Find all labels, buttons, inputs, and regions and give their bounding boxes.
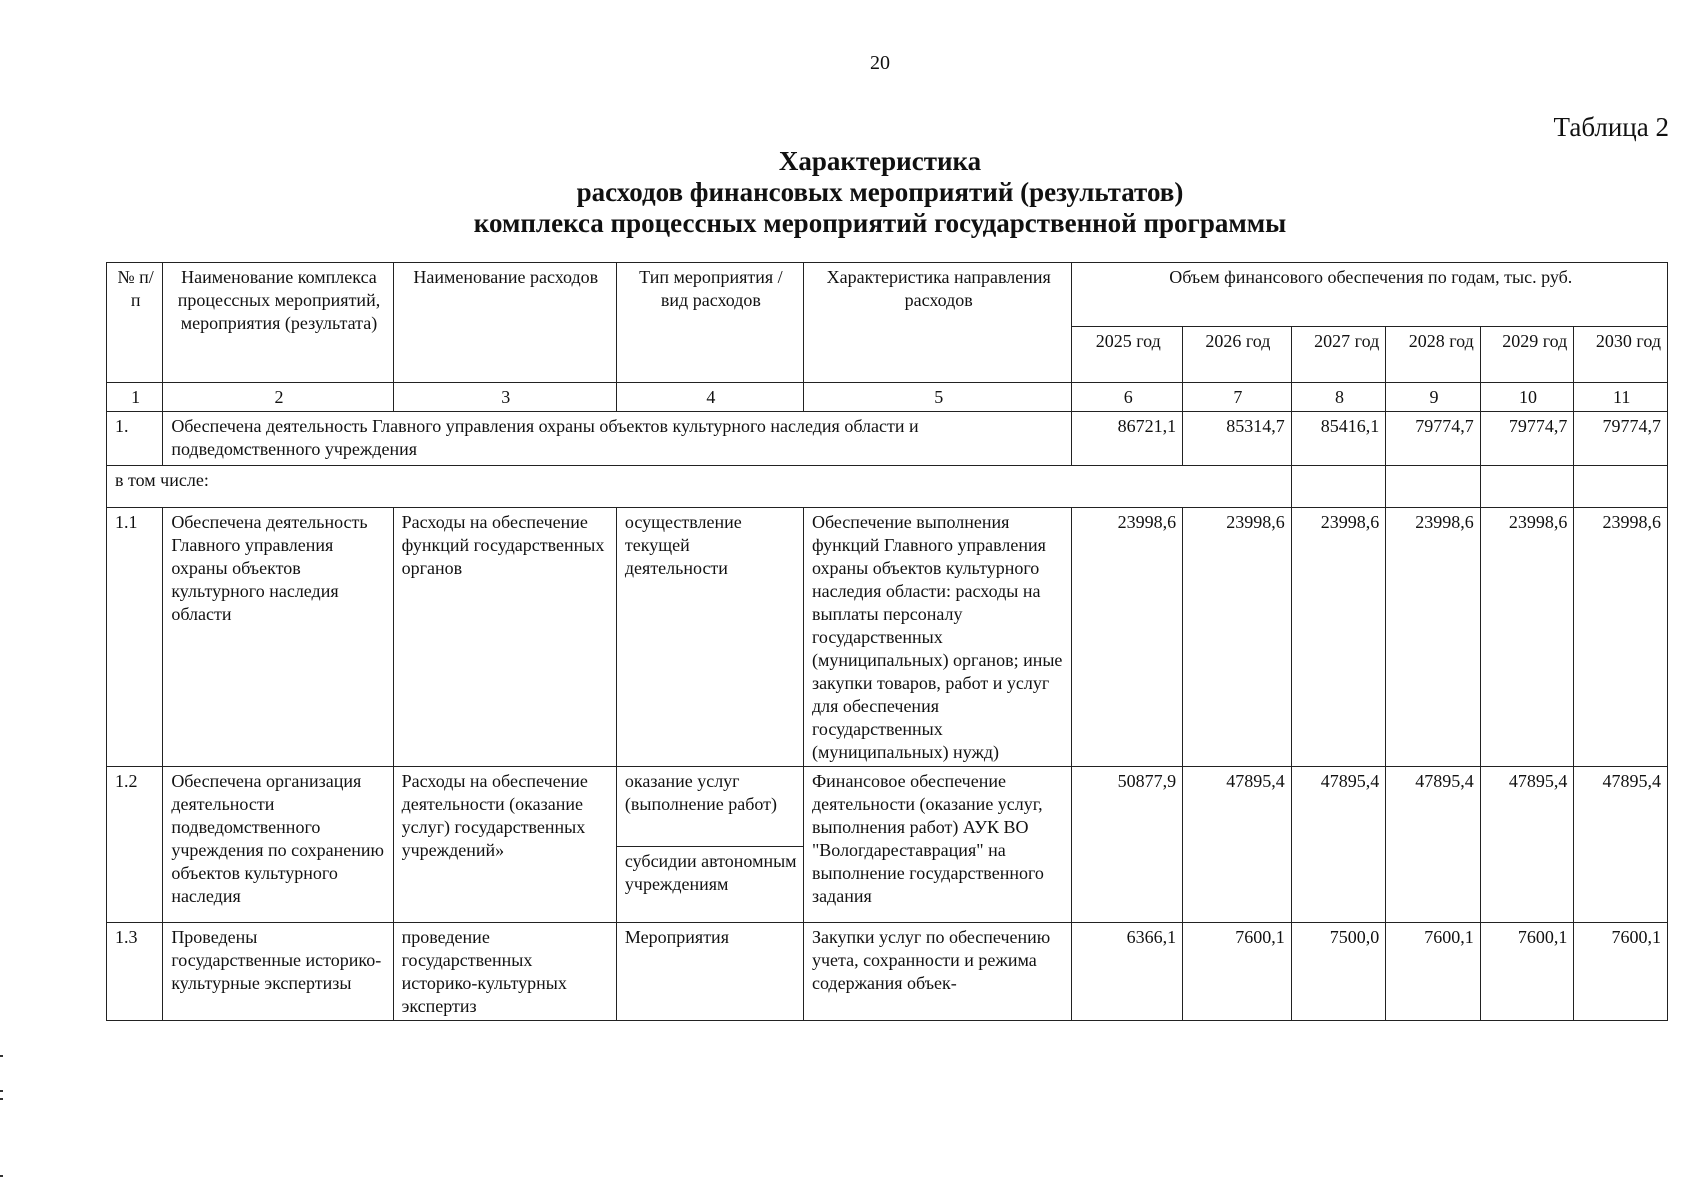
row-number: 1.3 — [107, 923, 163, 1021]
header-expense-name: Наименование расходов — [393, 263, 616, 383]
document-title — [0, 146, 1697, 239]
header-row — [107, 263, 1668, 327]
table-row — [107, 767, 1668, 847]
row-name: Обеспечена организация деятельности подведомственного учреждения по сохранению объектов культурного наследия — [163, 767, 393, 923]
value-2025: 50877,9 — [1072, 767, 1183, 923]
value-2029: 47895,4 — [1480, 767, 1574, 923]
scan-edge-mark — [0, 1055, 3, 1057]
expense-name: Расходы на обеспечение функций государственных органов — [393, 508, 616, 767]
column-number: 4 — [616, 383, 803, 412]
header-complex-name: Наименование комплекса процессных мероприятий, мероприятия (результата) — [163, 263, 393, 383]
header-year-2027: 2027 год — [1291, 327, 1386, 383]
characteristic: Обеспечение выполнения функций Главного управления охраны объектов культурного наследия области: расходы на выплаты персоналу государственных (муниципальных) органов; иные закупки товаров, работ и услуг для обеспечения государственных (муниципальных) нужд) — [803, 508, 1072, 767]
value-2026: 7600,1 — [1183, 923, 1292, 1021]
empty-cell — [1480, 466, 1574, 508]
header-year-2029: 2029 год — [1480, 327, 1574, 383]
table-row — [107, 508, 1668, 767]
value-2026: 85314,7 — [1183, 412, 1292, 466]
finance-table — [106, 262, 1668, 1021]
row-number: 1.1 — [107, 508, 163, 767]
column-number: 8 — [1291, 383, 1386, 412]
value-2027: 23998,6 — [1291, 508, 1386, 767]
column-number: 10 — [1480, 383, 1574, 412]
empty-cell — [1574, 466, 1668, 508]
value-2027: 47895,4 — [1291, 767, 1386, 923]
value-2030: 47895,4 — [1574, 767, 1668, 923]
value-2025: 23998,6 — [1072, 508, 1183, 767]
value-2030: 79774,7 — [1574, 412, 1668, 466]
row-number: 1.2 — [107, 767, 163, 923]
row-number: 1. — [107, 412, 163, 466]
header-year-2030: 2030 год — [1574, 327, 1668, 383]
value-2028: 79774,7 — [1386, 412, 1481, 466]
expense-name: Расходы на обеспечение деятельности (оказание услуг) государственных учреждений» — [393, 767, 616, 923]
header-volume: Объем финансового обеспечения по годам, тыс. руб. — [1072, 263, 1668, 327]
header-year-2025: 2025 год — [1072, 327, 1183, 383]
table-row — [107, 412, 1668, 466]
value-2029: 7600,1 — [1480, 923, 1574, 1021]
column-numbers-row — [107, 383, 1668, 412]
value-2027: 7500,0 — [1291, 923, 1386, 1021]
value-2026: 47895,4 — [1183, 767, 1292, 923]
value-2025: 86721,1 — [1072, 412, 1183, 466]
table-label: Таблица 2 — [1553, 112, 1669, 142]
header-characteristic: Характеристика направления расходов — [803, 263, 1072, 383]
event-type: Мероприятия — [616, 923, 803, 1021]
column-number: 9 — [1386, 383, 1481, 412]
value-2028: 47895,4 — [1386, 767, 1481, 923]
column-number: 1 — [107, 383, 163, 412]
event-type: оказание услуг (выполнение работ) — [616, 767, 803, 847]
column-number: 3 — [393, 383, 616, 412]
expense-name: проведение государственных историко-культурных экспертиз — [393, 923, 616, 1021]
column-number: 11 — [1574, 383, 1668, 412]
column-number: 7 — [1183, 383, 1292, 412]
row-name: Обеспечена деятельность Главного управления охраны объектов культурного наследия области — [163, 508, 393, 767]
value-2025: 6366,1 — [1072, 923, 1183, 1021]
row-name: Проведены государственные историко-культурные экспертизы — [163, 923, 393, 1021]
empty-cell — [1291, 466, 1386, 508]
title-line-3: комплекса процессных мероприятий государственной программы — [473, 208, 1287, 238]
column-number: 2 — [163, 383, 393, 412]
column-number: 6 — [1072, 383, 1183, 412]
scan-edge-mark — [0, 1175, 3, 1177]
page-number: 20 — [870, 52, 890, 74]
table-row-including — [107, 466, 1668, 508]
column-number: 5 — [803, 383, 1072, 412]
scan-edge-mark — [0, 1098, 3, 1100]
header-num: № п/п — [107, 263, 163, 383]
including-label: в том числе: — [107, 466, 1292, 508]
scan-edge-mark — [0, 1090, 3, 1092]
title-line-2: расходов финансовых мероприятий (результатов) — [576, 177, 1184, 207]
value-2026: 23998,6 — [1183, 508, 1292, 767]
value-2028: 7600,1 — [1386, 923, 1481, 1021]
characteristic: Финансовое обеспечение деятельности (оказание услуг, выполнения работ) АУК ВО "Вологдареставрация" на выполнение государственного задания — [803, 767, 1072, 923]
title-line-1: Характеристика — [778, 146, 982, 176]
value-2030: 7600,1 — [1574, 923, 1668, 1021]
empty-cell — [1386, 466, 1481, 508]
event-type: осуществление текущей деятельности — [616, 508, 803, 767]
value-2029: 23998,6 — [1480, 508, 1574, 767]
value-2027: 85416,1 — [1291, 412, 1386, 466]
value-2029: 79774,7 — [1480, 412, 1574, 466]
event-type: субсидии автономным учреждениям — [616, 847, 803, 923]
value-2028: 23998,6 — [1386, 508, 1481, 767]
characteristic: Закупки услуг по обеспечению учета, сохранности и режима содержания объек- — [803, 923, 1072, 1021]
value-2030: 23998,6 — [1574, 508, 1668, 767]
header-year-2028: 2028 год — [1386, 327, 1481, 383]
header-year-2026: 2026 год — [1183, 327, 1292, 383]
header-event-type: Тип мероприятия / вид расходов — [616, 263, 803, 383]
table-row — [107, 923, 1668, 1021]
row-name: Обеспечена деятельность Главного управления охраны объектов культурного наследия области и подведомственного учреждения — [163, 412, 1072, 466]
